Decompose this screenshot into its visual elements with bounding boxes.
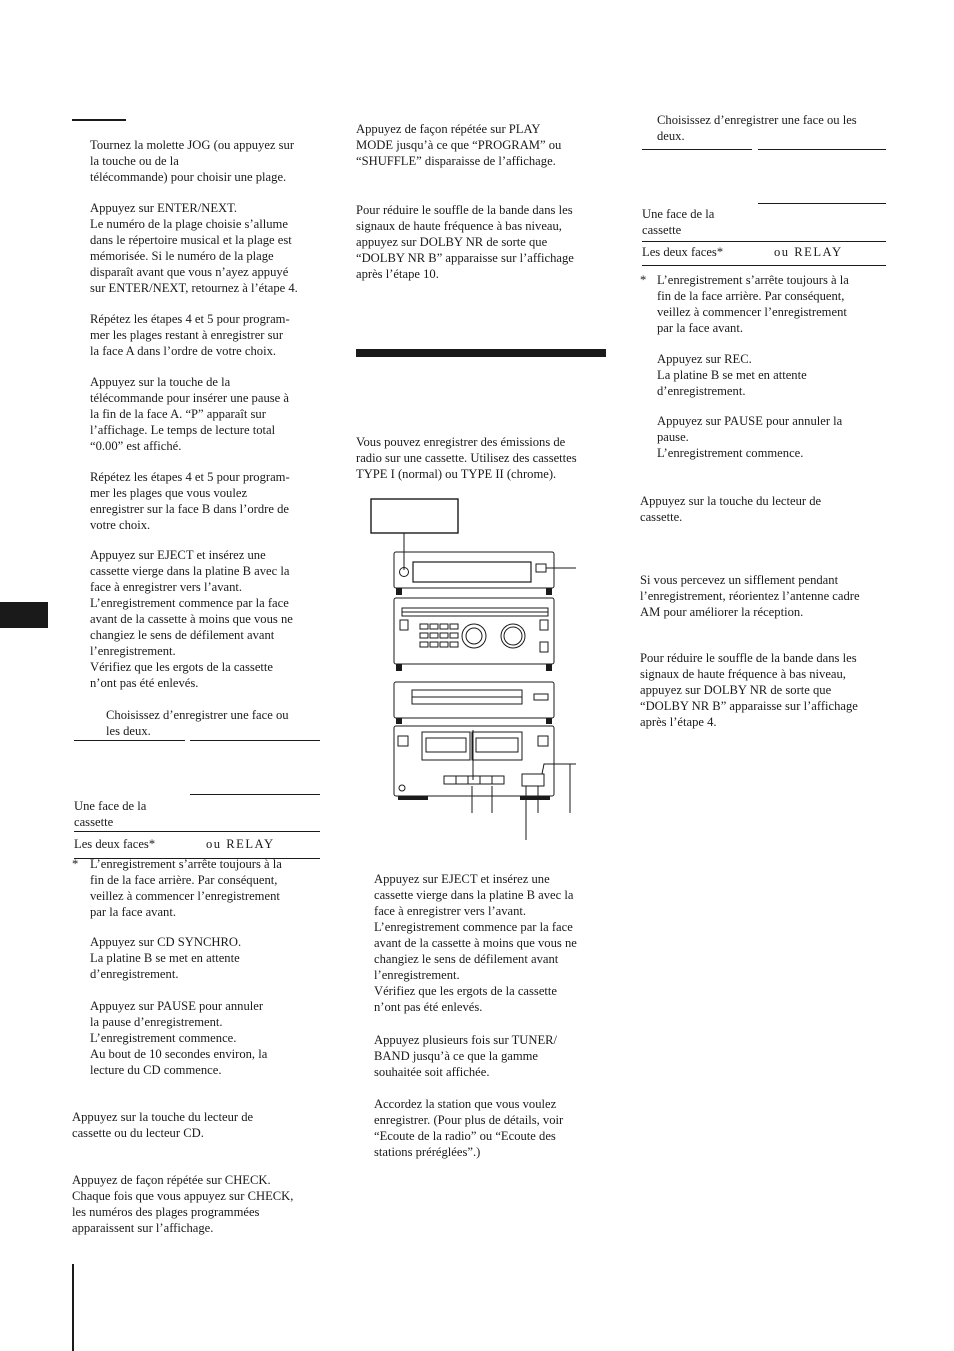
step-5-text: Appuyez sur ENTER/NEXT. Le numéro de la plage choisie s’allume dans le répertoire musical et la plage est mémorisée. Si le numéro de la plage disparaît avant que vous n’ayez appuyé sur ENTER/NEXT, retournez à l’étape 4. xyxy=(90,201,298,295)
step-7-text: Appuyez sur la touche de la télécommande pour insérer une pause à la fin de la face A. “P” apparaît sur l’affichage. Le temps de lecture total “0.00” est affiché. xyxy=(90,375,289,453)
step-12-text: Appuyez sur PAUSE pour annuler la pause d’enregistrement. L’enregistrement commence. Au bout de 10 secondes environ, la lecture du CD commence. xyxy=(90,999,268,1077)
table-row-both-sides: Les deux faces* xyxy=(642,245,724,259)
table-divider-right xyxy=(758,203,886,204)
radio-step-2-text: Appuyez plusieurs fois sur TUNER/ BAND jusqu’à ce que la gamme souhaitée soit affichée. xyxy=(374,1033,558,1079)
recording-side-table xyxy=(74,740,320,860)
stereo-system-diagram xyxy=(360,490,590,850)
stop-recording-text: Appuyez sur la touche du lecteur de cassette ou du lecteur CD. xyxy=(72,1110,254,1140)
step-6-text: Répétez les étapes 4 et 5 pour program- mer les plages restant à enregistrer sur la face A dans l’ordre de votre choix. xyxy=(90,312,290,358)
table-header-rule-left xyxy=(74,740,185,741)
table-row-both-sides-value: ou RELAY xyxy=(774,245,843,259)
page-margin-rule xyxy=(72,1264,74,1351)
footnote-mark: * xyxy=(72,857,79,871)
step-11-text: Appuyez sur CD SYNCHRO. La platine B se met en attente d’enregistrement. xyxy=(90,935,242,981)
table-divider-right xyxy=(190,794,320,795)
step-8-text: Répétez les étapes 4 et 5 pour program- mer les plages que vous voulez enregistrer sur la face B dans l’ordre de votre choix. xyxy=(90,470,290,532)
section-heading-bar xyxy=(356,349,606,357)
step-10-text: Choisissez d’enregistrer une face ou les deux. xyxy=(106,708,289,738)
cd-unit xyxy=(394,682,554,718)
radio-intro-text: Vous pouvez enregistrer des émissions de radio sur une cassette. Utilisez des cassettes TYPE I (normal) ou TYPE II (chrome). xyxy=(356,435,577,481)
step-9-text: Appuyez sur EJECT et insérez une cassette vierge dans la platine B avec la face à enregistrer vers l’avant. L’enregistrement commence par la face avant de la cassette à moins que vous ne changiez le sens de défilement avant l’enregistrement. Vérifiez que les ergots de la cassette n’ont pas été enlevés. xyxy=(90,548,293,690)
radio-step-1-text: Appuyez sur EJECT et insérez une cassette vierge dans la platine B avec la face à enregistrer vers l’avant. L’enregistrement commence par la face avant de la cassette à moins que vous ne changiez le sens de défilement avant l’enregistrement. Vérifiez que les ergots de la cassette n’ont pas été enlevés. xyxy=(374,872,577,1014)
table-row-divider xyxy=(74,831,320,832)
radio-step-6-text: Appuyez sur PAUSE pour annuler la pause. L’enregistrement commence. xyxy=(657,414,843,460)
callout-box xyxy=(371,499,458,533)
radio-recording-side-table xyxy=(642,149,888,267)
radio-step-3-text: Accordez la station que vous voulez enregistrer. (Pour plus de détails, voir “Ecoute de la radio” ou “Ecoute des stations préréglées”.) xyxy=(374,1097,564,1159)
dolby-nr-text: Pour réduire le souffle de la bande dans les signaux de haute fréquence à bas niveau, appuyez sur DOLBY NR de sorte que “DOLBY NR B” apparaisse sur l’affichage après l’étape 10. xyxy=(356,203,574,281)
footnote-text: L’enregistrement s’arrête toujours à la fin de la face arrière. Par conséquent, veillez à commencer l’enregistrement par la face avant. xyxy=(657,273,849,335)
radio-step-4-text: Choisissez d’enregistrer une face ou les deux. xyxy=(657,113,857,143)
footnote-text: L’enregistrement s’arrête toujours à la fin de la face arrière. Par conséquent, veillez à commencer l’enregistrement par la face avant. xyxy=(90,857,282,919)
table-row-both-sides-value: ou RELAY xyxy=(206,837,275,851)
table-row-one-side: Une face de la cassette xyxy=(642,207,715,237)
radio-stop-text: Appuyez sur la touche du lecteur de cassette. xyxy=(640,494,822,524)
radio-step-5-text: Appuyez sur REC. La platine B se met en attente d’enregistrement. xyxy=(657,352,807,398)
table-row-divider xyxy=(642,241,886,242)
footnote-mark: * xyxy=(640,273,647,287)
table-header-rule-right xyxy=(758,149,886,150)
table-row-both-sides: Les deux faces* xyxy=(74,837,156,851)
step-4-text: Tournez la molette JOG (ou appuyez sur la touche ou de la télécommande) pour choisir une plage. xyxy=(90,138,295,184)
page-side-tab xyxy=(0,602,48,628)
check-program-text: Appuyez de façon répétée sur CHECK. Chaque fois que vous appuyez sur CHECK, les numéros des plages programmées apparaissent sur l’affichage. xyxy=(72,1173,294,1235)
table-header-rule-left xyxy=(642,149,752,150)
table-header-rule-right xyxy=(190,740,320,741)
whistle-tip-text: Si vous percevez un sifflement pendant l’enregistrement, réorientez l’antenne cadre AM pour améliorer la réception. xyxy=(640,573,860,619)
cancel-program-text: Appuyez de façon répétée sur PLAY MODE jusqu’à ce que “PROGRAM” ou “SHUFFLE” disparaisse de l’affichage. xyxy=(356,122,562,168)
radio-dolby-text: Pour réduire le souffle de la bande dans les signaux de haute fréquence à bas niveau, appuyez sur DOLBY NR de sorte que “DOLBY NR B” apparaisse sur l’affichage après l’étape 4. xyxy=(640,651,858,729)
table-bottom-rule xyxy=(642,265,886,266)
table-row-one-side: Une face de la cassette xyxy=(74,799,147,829)
section-top-rule xyxy=(72,119,126,121)
